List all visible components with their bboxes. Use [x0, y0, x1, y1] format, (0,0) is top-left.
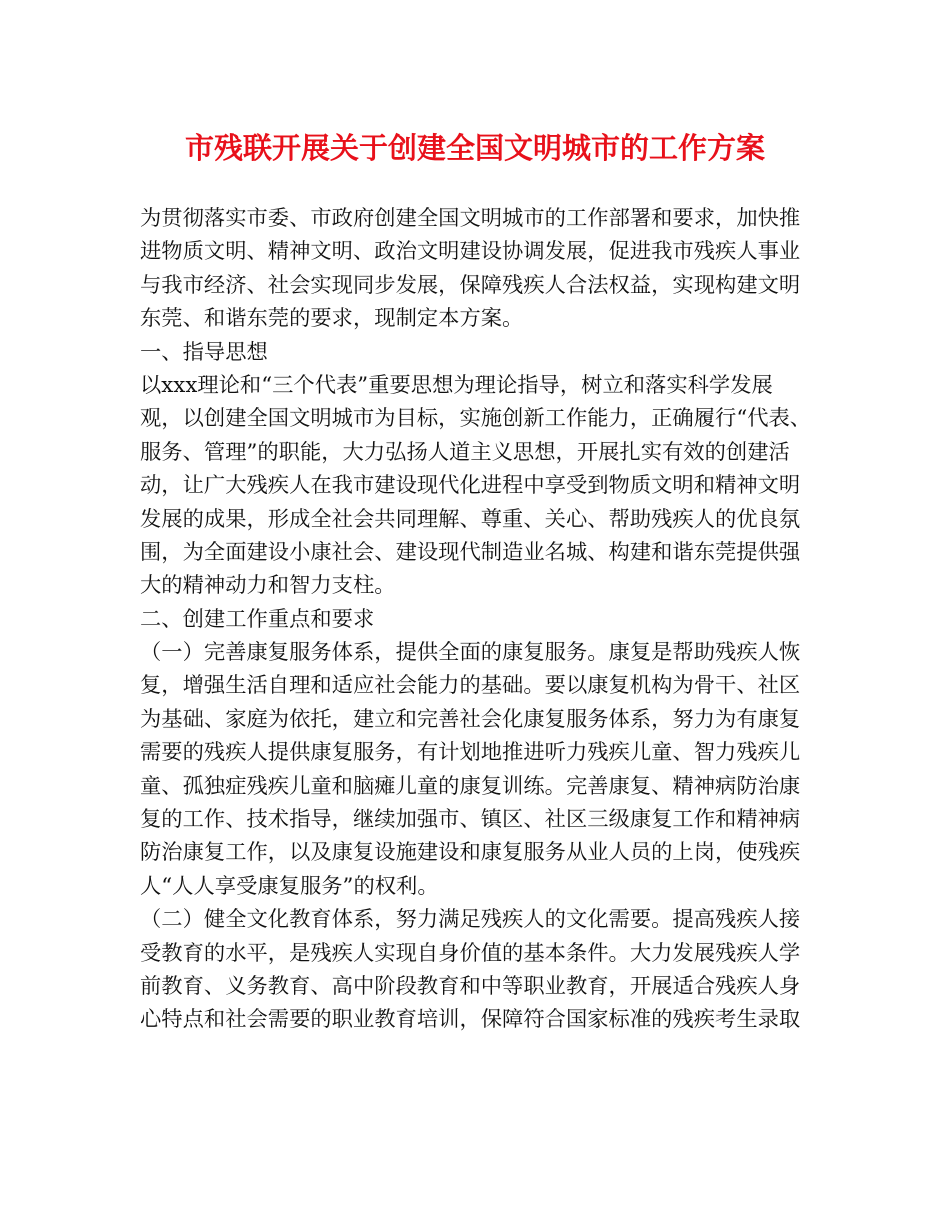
text-line: 服务、管理”的职能，大力弘扬人道主义思想，开展扎实有效的创建活 — [140, 439, 790, 465]
text-line: 为贯彻落实市委、市政府创建全国文明城市的工作部署和要求，加快推 — [140, 206, 801, 231]
text-line: 需要的残疾人提供康复服务，有计划地推进听力残疾儿童、智力残疾儿 — [140, 740, 801, 766]
text-line: 受教育的水平，是残疾人实现自身价值的基本条件。大力发展残疾人学 — [140, 940, 801, 966]
text-line: 进物质文明、精神文明、政治文明建设协调发展，促进我市残疾人事业 — [140, 239, 801, 265]
text-line: 人“人人享受康复服务”的权利。 — [140, 873, 439, 899]
text-line: 发展的成果，形成全社会共同理解、尊重、关心、帮助残疾人的优良氛 — [140, 506, 801, 532]
text-line: 围，为全面建设小康社会、建设现代制造业名城、构建和谐东莞提供强 — [140, 539, 801, 565]
text-line: 复的工作、技术指导，继续加强市、镇区、社区三级康复工作和精神病 — [140, 807, 801, 833]
text-line: 观，以创建全国文明城市为目标，实施创新工作能力，正确履行“代表、 — [140, 406, 812, 432]
text-line: 复，增强生活自理和适应社会能力的基础。要以康复机构为骨干、社区 — [140, 673, 801, 699]
text-line: （一）完善康复服务体系，提供全面的康复服务。康复是帮助残疾人恢 — [140, 640, 801, 666]
text-line: 一、指导思想 — [140, 339, 268, 365]
text-line: 防治康复工作，以及康复设施建设和康复服务从业人员的上岗，使残疾 — [140, 840, 801, 866]
text-line: （二）健全文化教育体系，努力满足残疾人的文化需要。提高残疾人接 — [140, 907, 801, 933]
text-line: 二、创建工作重点和要求 — [140, 606, 375, 632]
text-line: 以xxx理论和“三个代表”重要思想为理论指导，树立和落实科学发展 — [140, 372, 773, 398]
text-line: 为基础、家庭为依托，建立和完善社会化康复服务体系，努力为有康复 — [140, 706, 801, 732]
text-line: 与我市经济、社会实现同步发展，保障残疾人合法权益，实现构建文明 — [140, 272, 801, 298]
document-body — [140, 202, 820, 1037]
text-line: 东莞、和谐东莞的要求，现制定本方案。 — [140, 306, 524, 332]
text-line: 心特点和社会需要的职业教育培训，保障符合国家标准的残疾考生录取 — [140, 1007, 801, 1033]
text-line: 大的精神动力和智力支柱。 — [140, 573, 396, 599]
text-line: 童、孤独症残疾儿童和脑瘫儿童的康复训练。完善康复、精神病防治康 — [140, 773, 801, 799]
text-line: 前教育、义务教育、高中阶段教育和中等职业教育，开展适合残疾人身 — [140, 973, 801, 999]
document-title: 市残联开展关于创建全国文明城市的工作方案 — [184, 131, 765, 165]
text-line: 动，让广大残疾人在我市建设现代化进程中享受到物质文明和精神文明 — [140, 473, 801, 499]
